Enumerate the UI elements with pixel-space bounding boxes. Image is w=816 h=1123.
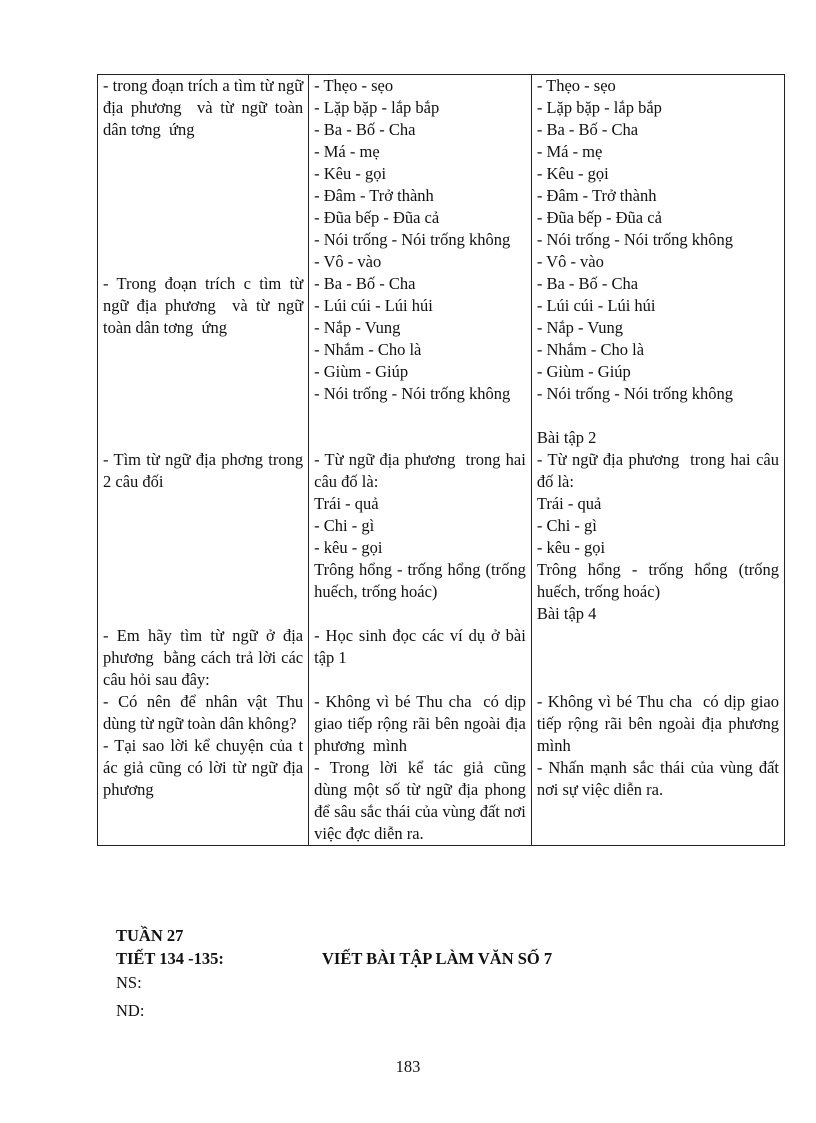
- cell-text: [537, 669, 779, 691]
- table-cell-col3: [531, 75, 784, 274]
- cell-text: - Thẹo - sẹo: [536, 76, 616, 95]
- cell-text: - Lúi cúi - Lúi húi: [536, 296, 656, 315]
- nd-label: ND:: [116, 1001, 145, 1020]
- table-row: [98, 273, 785, 449]
- cell-text: - Lặp bặp - lắp bắp: [314, 98, 440, 117]
- cell-text: [537, 625, 779, 647]
- cell-text: - Thẹo - sẹo: [314, 76, 394, 95]
- cell-text: - Nắp - Vung: [314, 318, 401, 337]
- cell-text: - Tại sao lời kể chuyện của t ác giả cũng có lời từ ngữ địa phương: [103, 736, 308, 799]
- cell-text: [314, 669, 526, 691]
- cell-text: - Ba - Bố - Cha: [314, 274, 416, 293]
- table-cell-col2: [309, 625, 535, 846]
- cell-text: - Từ ngữ địa phương trong hai câu đố là:: [314, 450, 530, 491]
- cell-text: - Lặp bặp - lắp bắp: [536, 98, 662, 117]
- cell-text: - Nói trống - Nói trống không: [314, 384, 511, 403]
- cell-text: - Em hãy tìm từ ngữ ở địa phương bằng cách trả lời các câu hỏi sau đây:: [103, 626, 308, 689]
- table-cell-col1: [98, 75, 309, 274]
- cell-text: - kêu - gọi: [314, 538, 383, 557]
- cell-text: - Má - mẹ: [314, 142, 380, 161]
- week-label: TUẦN 27: [116, 926, 184, 945]
- table-cell-col2: [309, 273, 532, 449]
- cell-text: - Học sinh đọc các ví dụ ở bài tập 1: [314, 626, 530, 667]
- page-number: 183: [395, 1057, 421, 1076]
- cell-text: - Má - mẹ: [536, 142, 603, 161]
- table-row: [98, 625, 785, 846]
- cell-text: - Nói trống - Nói trống không: [536, 230, 733, 249]
- cell-text: - Nhắm - Cho là: [536, 340, 645, 359]
- table-row: [98, 449, 785, 625]
- cell-text: - Đâm - Trở thành: [536, 186, 657, 205]
- cell-text: - Đũa bếp - Đũa cả: [536, 208, 662, 227]
- cell-text: - Vô - vào: [314, 252, 382, 271]
- table-cell-col3: [531, 273, 784, 449]
- table-cell-col3: [531, 625, 788, 846]
- cell-text: [537, 647, 779, 669]
- cell-text: Bài tập 4: [536, 604, 597, 623]
- cell-text: Trái - quả: [314, 494, 379, 513]
- lesson-table-body: [98, 75, 788, 846]
- table-cell-col2: [309, 75, 532, 274]
- cell-text: - Nắp - Vung: [536, 318, 624, 337]
- cell-text: - trong đoạn trích a tìm từ ngữ địa phương và từ ngữ toàn dân tơng ứng: [103, 76, 308, 139]
- table-cell-col3: [531, 449, 784, 625]
- cell-text: - Ba - Bố - Cha: [536, 274, 639, 293]
- cell-text: - Trong đoạn trích c tìm từ ngữ địa phương và từ ngữ toàn dân tơng ứng: [103, 274, 308, 337]
- table-row: [98, 75, 785, 274]
- cell-text: - Tìm từ ngữ địa phơng trong 2 câu đối: [103, 450, 308, 491]
- cell-text: - Nói trống - Nói trống không: [536, 384, 733, 403]
- lesson-table: [97, 74, 788, 846]
- cell-text: - Vô - vào: [536, 252, 604, 271]
- table-cell-col2: [309, 449, 532, 625]
- cell-text: - Trong lời kể tác giả cũng dùng một số từ ngữ địa phong để sâu sắc thái của vùng đất nơi việc đợc diễn ra.: [314, 758, 535, 843]
- cell-text: - Ba - Bố - Cha: [314, 120, 416, 139]
- cell-text: - Nói trống - Nói trống không: [314, 230, 511, 249]
- cell-text: - Từ ngữ địa phương trong hai câu đố là:: [536, 450, 784, 491]
- cell-text: - Giùm - Giúp: [536, 362, 631, 381]
- cell-text: - Đũa bếp - Đũa cả: [314, 208, 440, 227]
- cell-text: - Ba - Bố - Cha: [536, 120, 639, 139]
- cell-text: - Không vì bé Thu cha có dịp giao tiếp rộng rãi bên ngoài địa phương mình: [536, 692, 788, 755]
- cell-text: [537, 405, 779, 427]
- cell-text: - Nhắm - Cho là: [314, 340, 422, 359]
- cell-text: - Giùm - Giúp: [314, 362, 409, 381]
- cell-text: - Đâm - Trở thành: [314, 186, 434, 205]
- cell-text: Trông hổng - trống hổng (trống huếch, trống hoác): [536, 560, 784, 601]
- table-cell-col1: [98, 625, 309, 846]
- cell-text: - Kêu - gọi: [314, 164, 387, 183]
- cell-text: Bài tập 2: [536, 428, 597, 447]
- cell-text: - Chi - gì: [536, 516, 597, 535]
- lesson-title: VIẾT BÀI TẬP LÀM VĂN SỐ 7: [322, 949, 553, 968]
- table-cell-col1: [98, 273, 309, 449]
- ns-label: NS:: [116, 973, 142, 992]
- cell-text: - Không vì bé Thu cha có dịp giao tiếp rộng rãi bên ngoài địa phương mình: [314, 692, 530, 755]
- cell-text: Trông hổng - trống hổng (trống huếch, trống hoác): [314, 560, 530, 601]
- cell-text: - Có nên để nhân vật Thu dùng từ ngữ toàn dân không?: [103, 692, 308, 733]
- cell-text: - Chi - gì: [314, 516, 375, 535]
- cell-text: Trái - quả: [536, 494, 602, 513]
- cell-text: - kêu - gọi: [536, 538, 606, 557]
- period-label: TIẾT 134 -135:: [116, 949, 224, 968]
- cell-text: - Lúi cúi - Lúi húi: [314, 296, 433, 315]
- table-cell-col1: [98, 449, 309, 625]
- cell-text: - Kêu - gọi: [536, 164, 609, 183]
- cell-text: - Nhấn mạnh sắc thái của vùng đất nơi sự việc diễn ra.: [536, 758, 788, 799]
